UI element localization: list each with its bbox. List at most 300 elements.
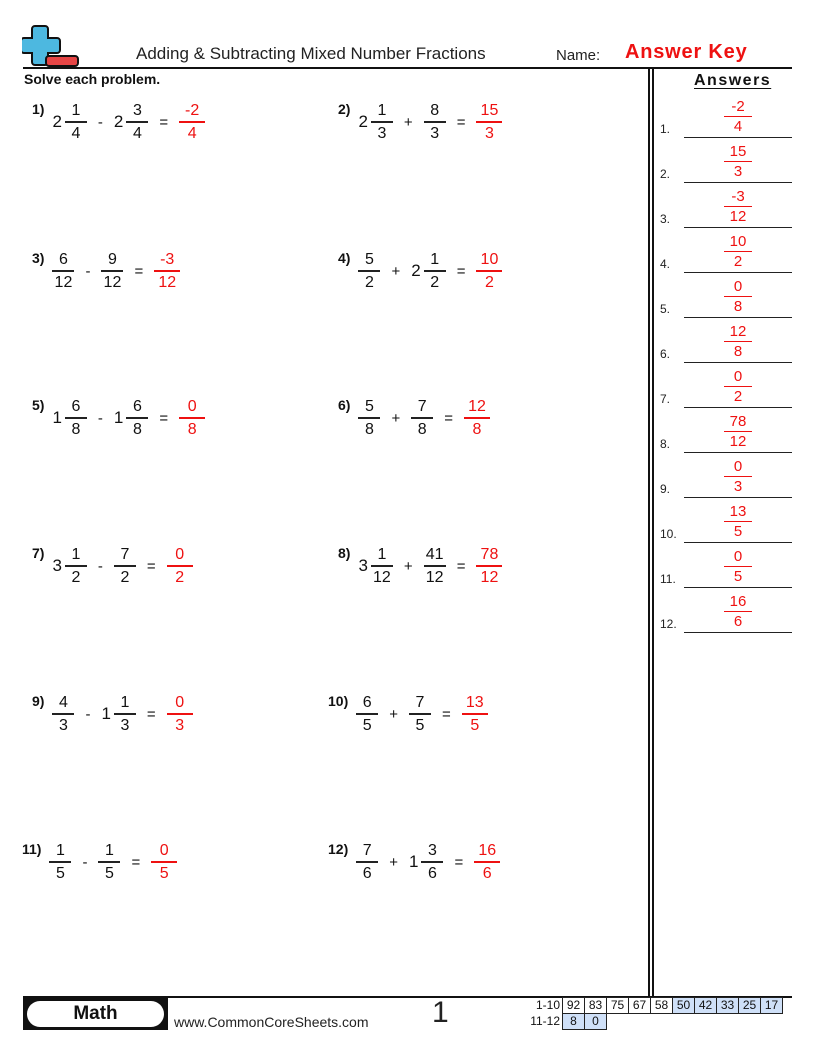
answer-fraction	[474, 841, 500, 883]
fraction-bar	[167, 713, 193, 715]
fraction-bar	[65, 121, 87, 123]
numerator: 0	[733, 277, 743, 295]
problem-number: 11)	[22, 841, 42, 857]
answer-fraction	[462, 693, 488, 735]
numerator: 15	[729, 142, 747, 160]
problem-number: 3)	[32, 250, 45, 266]
problem-2	[328, 97, 502, 147]
mixed-number	[424, 101, 446, 143]
mixed-number	[52, 693, 74, 735]
fraction-bar	[424, 270, 446, 272]
problem-number: 2)	[338, 101, 351, 117]
problem-number: 12)	[328, 841, 349, 857]
equals-sign: =	[134, 262, 144, 280]
fraction-bar	[411, 417, 433, 419]
problem-6	[328, 393, 490, 443]
answer-label: 9.	[660, 482, 671, 496]
answer-fraction	[724, 413, 752, 451]
numerator: 1	[71, 102, 81, 120]
denominator: 8	[472, 420, 482, 438]
problem-number: 10)	[328, 693, 349, 709]
denominator: 3	[377, 124, 387, 142]
numerator: 7	[362, 842, 372, 860]
fraction	[114, 545, 136, 587]
fraction-bar	[52, 713, 74, 715]
numerator: 8	[430, 102, 440, 120]
operator: +	[389, 705, 398, 723]
denominator: 3	[175, 716, 185, 734]
column-divider	[648, 69, 650, 996]
fraction-bar	[114, 713, 136, 715]
denominator: 2	[430, 273, 440, 291]
whole-part: 1	[52, 408, 62, 427]
fraction-bar	[179, 417, 205, 419]
answer-label: 11.	[660, 572, 676, 586]
answer-fraction	[724, 278, 752, 316]
operator: +	[403, 113, 413, 131]
fraction	[424, 101, 446, 143]
fraction-bar	[476, 565, 502, 567]
fraction-bar	[371, 565, 393, 567]
denominator: 8	[71, 420, 81, 438]
mixed-number	[358, 250, 380, 292]
problem-number: 9)	[32, 693, 45, 709]
numerator: 0	[187, 398, 197, 416]
answer-fraction	[464, 397, 490, 439]
denominator: 3	[733, 163, 743, 180]
fraction	[49, 841, 71, 883]
equals-sign: =	[159, 113, 169, 131]
denominator: 2	[120, 568, 130, 586]
fraction	[126, 101, 148, 143]
answer-row-4	[660, 228, 792, 273]
mixed-number	[358, 101, 392, 143]
instructions: Solve each problem.	[24, 71, 161, 87]
denominator: 5	[362, 716, 372, 734]
fraction	[409, 693, 431, 735]
fraction-bar	[52, 270, 74, 272]
numerator: 6	[71, 398, 81, 416]
score-cell: 83	[585, 998, 607, 1014]
answer-label: 6.	[660, 347, 671, 361]
denominator: 12	[480, 568, 499, 586]
whole-part: 2	[52, 112, 62, 131]
numerator: 15	[480, 102, 499, 120]
worksheet-title: Adding & Subtracting Mixed Number Fractions	[136, 44, 486, 63]
equals-sign: =	[444, 409, 453, 427]
denominator: 3	[120, 716, 130, 734]
whole-part: 1	[409, 852, 419, 871]
answer-fraction	[151, 841, 177, 883]
numerator: 1	[105, 842, 114, 860]
fraction-bar	[724, 431, 752, 433]
problem-4	[328, 246, 502, 296]
score-range-label: 11-12	[530, 1014, 560, 1028]
mixed-number	[358, 397, 380, 439]
whole-part: 1	[101, 704, 111, 723]
mixed-number	[411, 397, 433, 439]
denominator: 2	[71, 568, 81, 586]
mixed-number	[114, 397, 148, 439]
page-number: 1	[432, 996, 449, 1029]
denominator: 5	[733, 523, 743, 540]
fraction	[424, 545, 446, 587]
answer-fraction	[154, 250, 180, 292]
answer-label: 5.	[660, 302, 671, 316]
equals-sign: =	[456, 262, 466, 280]
denominator: 8	[187, 420, 197, 438]
fraction-bar	[179, 121, 205, 123]
fraction-bar	[724, 476, 752, 478]
mixed-number	[409, 841, 443, 883]
fraction	[65, 545, 87, 587]
denominator: 5	[159, 864, 169, 882]
problem-10	[328, 689, 488, 739]
denominator: 12	[373, 568, 391, 586]
numerator: 1	[377, 102, 387, 120]
operator: +	[389, 853, 398, 871]
numerator: 13	[729, 502, 747, 520]
problem-8	[328, 541, 502, 591]
denominator: 4	[733, 118, 743, 135]
mixed-number	[409, 693, 431, 735]
fraction-bar	[724, 206, 752, 208]
header-divider	[23, 67, 792, 69]
fraction-bar	[356, 713, 378, 715]
fraction	[421, 841, 443, 883]
fraction-bar	[98, 861, 120, 863]
fraction-bar	[724, 611, 752, 613]
answer-fraction	[476, 545, 502, 587]
fraction-bar	[409, 713, 431, 715]
plus-minus-logo-icon	[22, 24, 80, 68]
operator: +	[391, 409, 401, 427]
fraction-bar	[126, 121, 148, 123]
denominator: 5	[733, 568, 743, 585]
denominator: 3	[733, 478, 743, 495]
denominator: 8	[132, 420, 142, 438]
fraction-bar	[421, 861, 443, 863]
mixed-number	[114, 101, 148, 143]
fraction	[101, 250, 123, 292]
score-row	[526, 998, 783, 1014]
numerator: 5	[365, 251, 374, 269]
denominator: 12	[729, 433, 747, 450]
equals-sign: =	[146, 557, 156, 575]
fraction-bar	[126, 417, 148, 419]
column-divider	[652, 69, 654, 996]
numerator: 0	[175, 694, 185, 712]
mixed-number	[356, 693, 378, 735]
denominator: 8	[417, 420, 427, 438]
numerator: 0	[175, 546, 185, 564]
numerator: 13	[465, 694, 484, 712]
answer-fraction	[724, 368, 752, 406]
problem-number: 1)	[32, 101, 45, 117]
score-cell: 50	[673, 998, 695, 1014]
answers-title: Answers	[694, 72, 772, 89]
fraction-bar	[151, 861, 177, 863]
numerator: 12	[729, 322, 747, 340]
answer-row-3	[660, 183, 792, 228]
problem-1	[22, 97, 205, 147]
fraction-bar	[724, 386, 752, 388]
mixed-number	[358, 545, 392, 587]
answer-fraction	[476, 250, 502, 292]
answer-fraction	[724, 188, 752, 226]
answer-row-10	[660, 498, 792, 543]
whole-part: 2	[113, 112, 124, 131]
answer-fraction	[724, 548, 752, 586]
score-cell: 58	[651, 998, 673, 1014]
problem-3	[22, 246, 180, 296]
numerator: 0	[159, 842, 169, 860]
fraction	[411, 397, 433, 439]
fraction-bar	[476, 121, 502, 123]
answer-label: 4.	[660, 257, 671, 271]
score-cell: 92	[563, 998, 585, 1014]
subject-label: Math	[27, 1001, 164, 1027]
problem-number: 6)	[338, 397, 351, 413]
equals-sign: =	[454, 853, 464, 871]
mixed-number	[52, 101, 86, 143]
score-table	[526, 997, 783, 1030]
fraction-bar	[424, 565, 446, 567]
numerator: 0	[733, 547, 743, 565]
fraction-bar	[358, 417, 380, 419]
denominator: 6	[428, 864, 437, 882]
whole-part: 1	[113, 408, 124, 427]
fraction	[371, 545, 393, 587]
answer-fraction	[167, 693, 193, 735]
score-cell: 33	[717, 998, 739, 1014]
answer-fraction	[179, 101, 205, 143]
score-cell: 67	[629, 998, 651, 1014]
operator: -	[85, 705, 91, 723]
fraction-bar	[724, 521, 752, 523]
fraction-bar	[724, 296, 752, 298]
answer-label: 10.	[660, 527, 677, 541]
denominator: 12	[103, 273, 122, 291]
denominator: 3	[430, 124, 440, 142]
answer-row-11	[660, 543, 792, 588]
equals-sign: =	[159, 409, 169, 427]
operator: -	[82, 853, 88, 871]
fraction	[356, 693, 378, 735]
score-row	[526, 1014, 783, 1030]
denominator: 2	[733, 388, 743, 405]
denominator: 2	[733, 253, 743, 270]
operator: -	[97, 113, 103, 131]
denominator: 5	[470, 716, 480, 734]
answer-row-12	[660, 588, 792, 633]
operator: +	[403, 557, 413, 575]
numerator: 9	[108, 251, 117, 269]
mixed-number	[52, 250, 74, 292]
denominator: 2	[365, 273, 374, 291]
denominator: 2	[175, 568, 185, 586]
fraction-bar	[724, 161, 752, 163]
fraction	[356, 841, 378, 883]
fraction	[52, 693, 74, 735]
fraction-bar	[724, 116, 752, 118]
name-value: Answer Key	[625, 41, 748, 63]
fraction	[65, 101, 87, 143]
fraction	[52, 250, 74, 292]
operator: -	[97, 557, 103, 575]
numerator: -2	[185, 102, 200, 120]
denominator: 12	[425, 568, 444, 586]
numerator: 1	[120, 694, 130, 712]
equals-sign: =	[131, 853, 141, 871]
denominator: 12	[729, 208, 747, 225]
fraction-bar	[724, 566, 752, 568]
name-label: Name:	[556, 47, 601, 64]
answer-line	[684, 632, 792, 634]
mixed-number	[114, 545, 136, 587]
denominator: 12	[54, 273, 73, 291]
fraction	[98, 841, 120, 883]
equals-sign: =	[456, 113, 466, 131]
fraction-bar	[424, 121, 446, 123]
mixed-number	[424, 545, 446, 587]
denominator: 5	[105, 864, 114, 882]
fraction-bar	[101, 270, 123, 272]
problem-5	[22, 393, 205, 443]
fraction-bar	[724, 341, 752, 343]
fraction	[65, 397, 87, 439]
problem-number: 7)	[32, 545, 45, 561]
answer-fraction	[724, 98, 752, 136]
answer-row-9	[660, 453, 792, 498]
fraction-bar	[724, 251, 752, 253]
numerator: 4	[59, 694, 68, 712]
numerator: 1	[56, 842, 65, 860]
denominator: 4	[71, 124, 81, 142]
mixed-number	[98, 841, 120, 883]
numerator: 7	[417, 398, 427, 416]
fraction	[358, 250, 380, 292]
score-cell: 0	[585, 1014, 607, 1030]
mixed-number	[49, 841, 71, 883]
fraction-bar	[49, 861, 71, 863]
answer-fraction	[724, 503, 752, 541]
answer-row-6	[660, 318, 792, 363]
problem-11	[22, 837, 177, 887]
fraction	[114, 693, 136, 735]
numerator: 7	[120, 546, 130, 564]
answer-label: 8.	[660, 437, 671, 451]
operator: -	[97, 409, 103, 427]
mixed-number	[411, 250, 445, 292]
denominator: 6	[362, 864, 372, 882]
numerator: 0	[733, 367, 743, 385]
answer-label: 12.	[660, 617, 677, 631]
mixed-number	[101, 250, 123, 292]
numerator: 6	[362, 694, 372, 712]
numerator: 1	[430, 251, 440, 269]
numerator: 10	[729, 232, 747, 250]
website-link[interactable]: www.CommonCoreSheets.com	[174, 1014, 369, 1030]
numerator: 12	[468, 398, 486, 416]
denominator: 2	[485, 273, 494, 291]
answer-label: 7.	[660, 392, 671, 406]
whole-part: 2	[358, 112, 368, 131]
score-cell: 25	[739, 998, 761, 1014]
numerator: 10	[480, 251, 499, 269]
answer-fraction	[724, 593, 752, 631]
fraction	[424, 250, 446, 292]
score-cell: 42	[695, 998, 717, 1014]
fraction-bar	[114, 565, 136, 567]
numerator: 1	[377, 546, 387, 564]
subject-badge	[23, 998, 168, 1030]
denominator: 4	[187, 124, 197, 142]
denominator: 3	[485, 124, 494, 142]
operator: -	[85, 262, 91, 280]
numerator: 3	[428, 842, 437, 860]
denominator: 3	[59, 716, 68, 734]
denominator: 5	[415, 716, 425, 734]
answer-fraction	[167, 545, 193, 587]
answer-row-2	[660, 138, 792, 183]
answer-row-7	[660, 363, 792, 408]
numerator: 6	[132, 398, 142, 416]
denominator: 6	[482, 864, 492, 882]
equals-sign: =	[442, 705, 451, 723]
answer-fraction	[724, 323, 752, 361]
denominator: 8	[365, 420, 374, 438]
denominator: 4	[132, 124, 142, 142]
equals-sign: =	[456, 557, 466, 575]
fraction-bar	[65, 565, 87, 567]
numerator: 1	[71, 546, 81, 564]
problem-9	[22, 689, 193, 739]
numerator: 5	[365, 398, 374, 416]
denominator: 8	[733, 343, 743, 360]
answer-fraction	[476, 101, 502, 143]
score-range-label: 1-10	[535, 998, 560, 1012]
problem-number: 4)	[338, 250, 351, 266]
score-cell: 75	[607, 998, 629, 1014]
fraction-bar	[167, 565, 193, 567]
numerator: 78	[480, 546, 499, 564]
answer-fraction	[724, 233, 752, 271]
mixed-number	[101, 693, 135, 735]
numerator: 7	[415, 694, 425, 712]
fraction	[126, 397, 148, 439]
answer-fraction	[179, 397, 205, 439]
answer-label: 1.	[660, 122, 671, 136]
fraction-bar	[154, 270, 180, 272]
numerator: 3	[132, 102, 142, 120]
numerator: -3	[160, 251, 175, 269]
fraction-bar	[356, 861, 378, 863]
fraction-bar	[464, 417, 490, 419]
answer-label: 2.	[660, 167, 671, 181]
mixed-number	[356, 841, 378, 883]
numerator: 0	[733, 457, 743, 475]
answer-fraction	[724, 143, 752, 181]
numerator: 6	[59, 251, 68, 269]
problem-number: 8)	[338, 545, 351, 561]
fraction-bar	[358, 270, 380, 272]
problem-12	[328, 837, 500, 887]
operator: +	[391, 262, 401, 280]
answer-label: 3.	[660, 212, 671, 226]
fraction	[371, 101, 393, 143]
denominator: 6	[733, 613, 743, 630]
